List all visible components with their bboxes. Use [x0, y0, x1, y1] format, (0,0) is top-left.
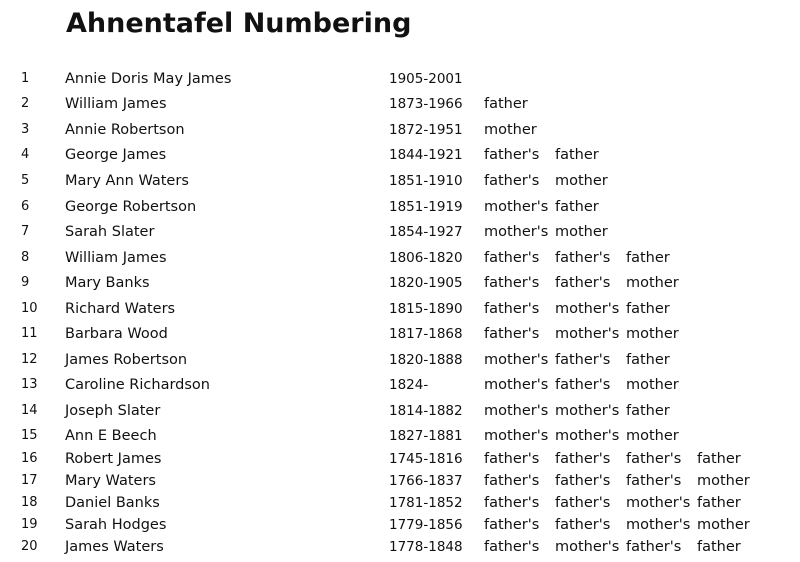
ahnentafel-number: 20 — [21, 539, 38, 554]
table-row — [0, 272, 800, 294]
relationship-word: father's — [555, 451, 611, 467]
person-name: Annie Robertson — [65, 122, 185, 138]
table-row — [0, 349, 800, 371]
life-dates: 1814-1882 — [389, 403, 463, 419]
table-row — [0, 448, 800, 470]
life-dates: 1806-1820 — [389, 250, 463, 266]
relationship-word: mother's — [484, 428, 549, 444]
life-dates: 1872-1951 — [389, 122, 463, 138]
table-row — [0, 536, 800, 558]
relationship-word: mother — [555, 173, 608, 189]
relationship-word: father — [697, 495, 741, 511]
person-name: Daniel Banks — [65, 495, 160, 511]
life-dates: 1781-1852 — [389, 495, 463, 511]
person-name: Sarah Hodges — [65, 517, 167, 533]
ahnentafel-number: 11 — [21, 326, 38, 341]
relationship-word: mother — [626, 377, 679, 393]
relationship-word: father's — [555, 275, 611, 291]
person-name: Caroline Richardson — [65, 377, 210, 393]
relationship-word: father's — [484, 147, 540, 163]
ahnentafel-number: 17 — [21, 473, 38, 488]
life-dates: 1905-2001 — [389, 71, 463, 87]
table-row — [0, 170, 800, 192]
person-name: George Robertson — [65, 199, 197, 215]
table-row — [0, 492, 800, 514]
person-name: Ann E Beech — [65, 428, 157, 444]
relationship-word: father's — [555, 495, 611, 511]
life-dates: 1854-1927 — [389, 224, 463, 240]
table-row — [0, 221, 800, 243]
ahnentafel-number: 9 — [21, 275, 30, 290]
person-name: Annie Doris May James — [65, 71, 232, 87]
ahnentafel-number: 3 — [21, 122, 30, 137]
ahnentafel-number: 1 — [21, 71, 30, 86]
table-row — [0, 68, 800, 90]
person-name: William James — [65, 250, 167, 266]
relationship-word: father — [626, 250, 670, 266]
relationship-word: mother's — [555, 539, 620, 555]
table-row — [0, 196, 800, 218]
table-row — [0, 425, 800, 447]
life-dates: 1820-1888 — [389, 352, 463, 368]
table-row — [0, 119, 800, 141]
life-dates: 1851-1910 — [389, 173, 463, 189]
relationship-word: mother's — [484, 403, 549, 419]
ahnentafel-number: 18 — [21, 495, 38, 510]
life-dates: 1766-1837 — [389, 473, 463, 489]
life-dates: 1851-1919 — [389, 199, 463, 215]
relationship-word: mother's — [555, 326, 620, 342]
relationship-word: mother's — [484, 224, 549, 240]
relationship-word: father's — [626, 451, 682, 467]
person-name: James Robertson — [65, 352, 188, 368]
ahnentafel-number: 10 — [21, 301, 38, 316]
relationship-word: father's — [555, 377, 611, 393]
relationship-word: father's — [555, 517, 611, 533]
page-title: Ahnentafel Numbering — [66, 8, 412, 39]
relationship-word: father — [697, 539, 741, 555]
ahnentafel-number: 5 — [21, 173, 30, 188]
person-name: Barbara Wood — [65, 326, 168, 342]
relationship-word: father's — [484, 495, 540, 511]
table-row — [0, 93, 800, 115]
relationship-word: father's — [555, 352, 611, 368]
relationship-word: mother's — [484, 199, 549, 215]
life-dates: 1745-1816 — [389, 451, 463, 467]
relationship-word: mother's — [555, 403, 620, 419]
table-row — [0, 298, 800, 320]
table-row — [0, 247, 800, 269]
ahnentafel-number: 15 — [21, 428, 38, 443]
table-row — [0, 470, 800, 492]
relationship-word: mother — [555, 224, 608, 240]
relationship-word: father's — [484, 301, 540, 317]
person-name: Mary Banks — [65, 275, 150, 291]
relationship-word: mother — [484, 122, 537, 138]
relationship-word: father — [697, 451, 741, 467]
relationship-word: father — [484, 96, 528, 112]
ahnentafel-number: 16 — [21, 451, 38, 466]
relationship-word: father — [626, 352, 670, 368]
person-name: Mary Ann Waters — [65, 173, 189, 189]
life-dates: 1873-1966 — [389, 96, 463, 112]
ahnentafel-number: 19 — [21, 517, 38, 532]
relationship-word: mother — [626, 275, 679, 291]
relationship-word: father — [555, 199, 599, 215]
relationship-word: mother's — [626, 517, 691, 533]
life-dates: 1824- — [389, 377, 429, 393]
relationship-word: father's — [626, 473, 682, 489]
ahnentafel-number: 2 — [21, 96, 30, 111]
relationship-word: father's — [484, 451, 540, 467]
relationship-word: father's — [626, 539, 682, 555]
ahnentafel-number: 13 — [21, 377, 38, 392]
life-dates: 1815-1890 — [389, 301, 463, 317]
life-dates: 1844-1921 — [389, 147, 463, 163]
relationship-word: mother's — [484, 377, 549, 393]
life-dates: 1778-1848 — [389, 539, 463, 555]
ahnentafel-number: 14 — [21, 403, 38, 418]
person-name: George James — [65, 147, 167, 163]
person-name: James Waters — [65, 539, 164, 555]
person-name: Robert James — [65, 451, 162, 467]
life-dates: 1827-1881 — [389, 428, 463, 444]
relationship-word: mother's — [484, 352, 549, 368]
ahnentafel-number: 8 — [21, 250, 30, 265]
relationship-word: father's — [484, 473, 540, 489]
ahnentafel-number: 7 — [21, 224, 30, 239]
relationship-word: father's — [484, 275, 540, 291]
relationship-word: father's — [484, 517, 540, 533]
relationship-word: mother — [626, 428, 679, 444]
relationship-word: father's — [484, 250, 540, 266]
table-row — [0, 514, 800, 536]
table-row — [0, 144, 800, 166]
relationship-word: mother — [697, 517, 750, 533]
relationship-word: father — [555, 147, 599, 163]
relationship-word: father's — [555, 250, 611, 266]
person-name: Sarah Slater — [65, 224, 155, 240]
person-name: Richard Waters — [65, 301, 176, 317]
table-row — [0, 323, 800, 345]
relationship-word: mother — [626, 326, 679, 342]
relationship-word: father's — [484, 326, 540, 342]
relationship-word: mother's — [626, 495, 691, 511]
relationship-word: mother's — [555, 428, 620, 444]
life-dates: 1817-1868 — [389, 326, 463, 342]
life-dates: 1779-1856 — [389, 517, 463, 533]
life-dates: 1820-1905 — [389, 275, 463, 291]
table-row — [0, 400, 800, 422]
ahnentafel-number: 4 — [21, 147, 30, 162]
relationship-word: father's — [555, 473, 611, 489]
person-name: Mary Waters — [65, 473, 156, 489]
relationship-word: father's — [484, 173, 540, 189]
relationship-word: father — [626, 301, 670, 317]
relationship-word: mother — [697, 473, 750, 489]
relationship-word: father — [626, 403, 670, 419]
ahnentafel-number: 12 — [21, 352, 38, 367]
person-name: Joseph Slater — [65, 403, 161, 419]
table-row — [0, 374, 800, 396]
relationship-word: father's — [484, 539, 540, 555]
person-name: William James — [65, 96, 167, 112]
relationship-word: mother's — [555, 301, 620, 317]
ahnentafel-number: 6 — [21, 199, 30, 214]
